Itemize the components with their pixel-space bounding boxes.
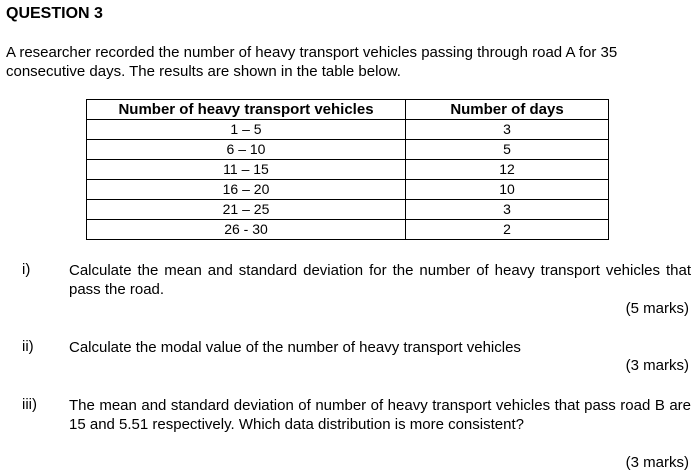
days-cell: 3 bbox=[406, 120, 609, 140]
days-cell: 2 bbox=[406, 220, 609, 240]
table-header-row bbox=[87, 100, 609, 120]
table-row bbox=[87, 140, 609, 160]
question-number-ii: ii) bbox=[22, 338, 34, 355]
days-cell: 12 bbox=[406, 160, 609, 180]
vehicles-cell: 6 – 10 bbox=[87, 140, 406, 160]
vehicles-cell: 1 – 5 bbox=[87, 120, 406, 140]
vehicles-cell: 16 – 20 bbox=[87, 180, 406, 200]
vehicles-cell: 11 – 15 bbox=[87, 160, 406, 180]
days-cell: 3 bbox=[406, 200, 609, 220]
question-heading: QUESTION 3 bbox=[6, 5, 103, 22]
column-header-vehicles: Number of heavy transport vehicles bbox=[87, 100, 406, 120]
question-text-ii: Calculate the modal value of the number of heavy transport vehicles bbox=[69, 339, 521, 356]
question-number-iii: iii) bbox=[22, 396, 37, 413]
column-header-days: Number of days bbox=[406, 100, 609, 120]
table-row bbox=[87, 220, 609, 240]
days-cell: 10 bbox=[406, 180, 609, 200]
marks-ii: (3 marks) bbox=[625, 357, 689, 374]
table-row bbox=[87, 200, 609, 220]
question-intro: A researcher recorded the number of heavy transport vehicles passing through road A for 35 consecutive days. The results are shown in the table below. bbox=[6, 44, 618, 80]
table-row bbox=[87, 160, 609, 180]
question-text-i: Calculate the mean and standard deviation for the number of heavy transport vehicles that pass the road. bbox=[69, 262, 691, 298]
table-row bbox=[87, 120, 609, 140]
question-text-iii: The mean and standard deviation of number of heavy transport vehicles that pass road B are 15 and 5.51 respectively. Which data distribution is more consistent? bbox=[69, 397, 691, 433]
marks-iii: (3 marks) bbox=[625, 454, 689, 471]
frequency-table bbox=[86, 99, 609, 240]
vehicles-cell: 26 - 30 bbox=[87, 220, 406, 240]
marks-i: (5 marks) bbox=[625, 300, 689, 317]
table-row bbox=[87, 180, 609, 200]
days-cell: 5 bbox=[406, 140, 609, 160]
vehicles-cell: 21 – 25 bbox=[87, 200, 406, 220]
question-number-i: i) bbox=[22, 261, 31, 278]
